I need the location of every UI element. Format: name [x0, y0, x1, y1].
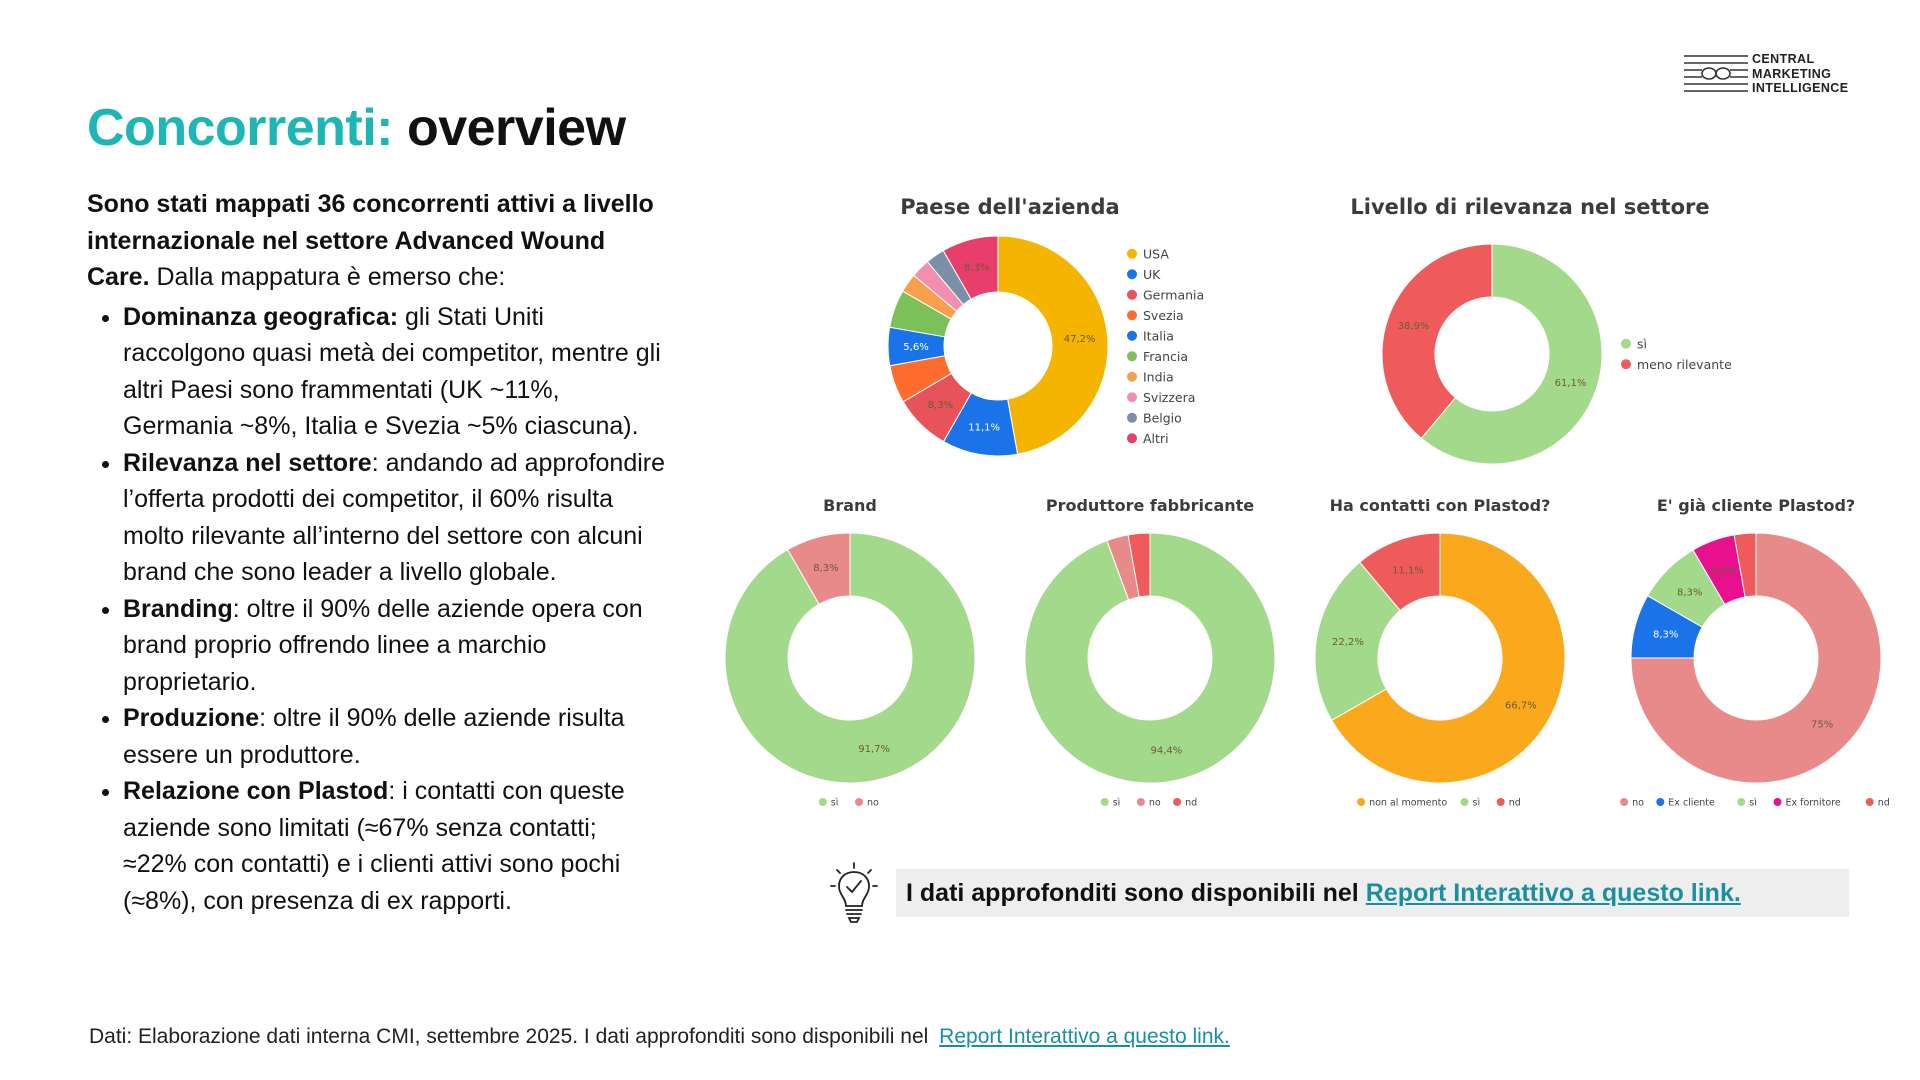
chart-produttore-fabbricante — [1020, 488, 1280, 808]
legend-marker — [1620, 798, 1628, 806]
footer-source — [89, 1025, 1230, 1049]
legend-marker — [1461, 798, 1469, 806]
footer-report-link[interactable]: Report Interattivo a questo link. — [939, 1025, 1230, 1048]
legend-marker — [855, 798, 863, 806]
logo-line-1: CENTRAL — [1752, 52, 1815, 66]
legend-label: Ex fornitore — [1785, 797, 1841, 809]
intro-bold: Sono stati mappati 36 concorrenti attivi a livello internazionale nel settore Advanced Wound Care. — [87, 190, 654, 291]
legend-label: sì — [1472, 797, 1481, 809]
legend-marker — [1127, 413, 1137, 423]
legend-marker — [1866, 798, 1874, 806]
chart-title: Ha contatti con Plastod? — [1329, 496, 1551, 515]
legend-label: India — [1143, 369, 1174, 385]
logo-line-2: MARKETING — [1752, 66, 1832, 81]
finding-branding — [123, 591, 667, 701]
finding-produzione — [123, 700, 667, 773]
page-title — [87, 98, 626, 158]
finding-title: Relazione con Plastod — [123, 777, 389, 805]
legend-marker — [1101, 798, 1109, 806]
finding-title: Branding — [123, 594, 233, 623]
legend-marker — [1127, 392, 1137, 402]
callout-text: I dati approfonditi sono disponibili nel — [906, 878, 1359, 907]
data-label: 61,1% — [1554, 378, 1587, 390]
chart-title: E' già cliente Plastod? — [1656, 496, 1856, 515]
legend-label: no — [1632, 797, 1644, 809]
title-accent: Concorrenti: — [87, 99, 393, 157]
chart-rilevanza-settore — [1300, 186, 1760, 466]
data-label: 5,6% — [1711, 565, 1737, 577]
data-label: 66,7% — [1505, 700, 1537, 712]
findings-list — [87, 299, 667, 920]
callout-box — [896, 869, 1849, 917]
data-label: 8,3% — [927, 399, 954, 411]
logo-line-3: INTELLIGENCE — [1752, 81, 1849, 95]
legend-label: Svizzera — [1143, 389, 1196, 405]
legend-label: Ex cliente — [1668, 797, 1715, 809]
legend-label: Germania — [1143, 287, 1205, 303]
legend-marker — [1127, 433, 1137, 443]
legend-marker — [1774, 798, 1782, 806]
data-label: 91,7% — [858, 743, 890, 755]
legend-label: sì — [830, 797, 839, 809]
legend-label: non al momento — [1369, 797, 1448, 809]
data-label: 5,6% — [903, 341, 929, 353]
legend-marker — [1127, 249, 1137, 259]
finding-rilevanza — [123, 445, 667, 591]
report-link[interactable]: Report Interattivo a questo link. — [1365, 878, 1741, 907]
chart-paese-azienda — [880, 186, 1240, 466]
finding-title: Produzione — [123, 704, 260, 732]
data-label: 8,3% — [1652, 629, 1679, 641]
data-label: 8,3% — [813, 563, 839, 575]
legend-label: Italia — [1143, 328, 1174, 344]
legend-label: meno rilevante — [1637, 356, 1732, 372]
legend-marker — [1357, 798, 1365, 806]
finding-text: : oltre il 90% delle aziende opera con brand proprio offrendo linee a marchio proprietario. — [123, 594, 643, 696]
data-label: 11,1% — [968, 422, 1001, 434]
logo — [1684, 52, 1848, 96]
summary-text — [87, 186, 667, 919]
finding-text: : andando ad approfondire l’offerta prodotti dei competitor, il 60% risulta molto rilevante all’interno del settore con alcuni brand che sono leader a livello globale. — [123, 448, 666, 586]
legend-marker — [1127, 372, 1137, 382]
data-label: 8,3% — [1676, 587, 1703, 599]
logo-mark-icon — [1684, 53, 1748, 95]
report-callout — [828, 862, 1849, 924]
legend-marker — [1621, 359, 1631, 369]
finding-relazione — [123, 773, 667, 919]
data-label: 8,3% — [964, 262, 990, 274]
intro-paragraph — [87, 186, 667, 296]
legend-label: sì — [1112, 797, 1121, 809]
legend-label: Altri — [1143, 430, 1169, 446]
chart-contatti-plastod — [1310, 488, 1570, 808]
legend-marker — [819, 798, 827, 806]
legend-marker — [1737, 798, 1745, 806]
legend-marker — [1127, 331, 1137, 341]
legend-marker — [1127, 351, 1137, 361]
legend-label: sì — [1749, 797, 1757, 809]
legend-label: no — [867, 797, 879, 809]
finding-text: gli Stati Uniti raccolgono quasi metà dei competitor, mentre gli altri Paesi sono frammentati (UK ~11%, Germania ~8%, Italia e Svezia ~5% ciascuna). — [123, 302, 661, 440]
legend-marker — [1173, 798, 1181, 806]
data-label: 22,2% — [1332, 637, 1364, 649]
legend-label: UK — [1143, 266, 1161, 282]
finding-text: : oltre il 90% delle aziende risulta essere un produttore. — [123, 704, 625, 769]
legend-label: Svezia — [1143, 307, 1184, 323]
chart-title: Brand — [823, 496, 877, 515]
legend-label: nd — [1508, 797, 1521, 809]
legend-label: USA — [1143, 246, 1169, 262]
legend-label: sì — [1637, 336, 1647, 352]
legend-label: Francia — [1143, 348, 1189, 364]
chart-cliente-plastod — [1626, 488, 1890, 809]
legend-marker — [1127, 269, 1137, 279]
finding-geografica — [123, 299, 667, 445]
legend-label: Belgio — [1143, 410, 1182, 426]
chart-title: Paese dell'azienda — [900, 195, 1120, 219]
legend-label: nd — [1185, 797, 1198, 809]
legend-marker — [1621, 339, 1631, 349]
chart-brand — [720, 488, 980, 808]
legend-marker — [1137, 798, 1145, 806]
lightbulb-icon — [828, 862, 880, 924]
chart-title: Livello di rilevanza nel settore — [1350, 195, 1710, 219]
data-label: 47,2% — [1063, 334, 1096, 346]
footer-text: Dati: Elaborazione dati interna CMI, settembre 2025. I dati approfonditi sono disponibili nel — [89, 1025, 929, 1048]
finding-text: : i contatti con queste aziende sono limitati (≈67% senza contatti; ≈22% con contatti) e i clienti attivi sono pochi (≈8%), con presenza di ex rapporti. — [123, 777, 625, 915]
finding-title: Dominanza geografica: — [123, 302, 399, 331]
chart-title: Produttore fabbricante — [1045, 496, 1255, 515]
data-label: 94,4% — [1150, 745, 1183, 757]
title-rest: overview — [406, 99, 626, 157]
data-label: 11,1% — [1392, 565, 1424, 577]
finding-title: Rilevanza nel settore — [123, 448, 372, 477]
data-label: 38,9% — [1397, 320, 1430, 332]
logo-text — [1752, 52, 1848, 96]
legend-marker — [1497, 798, 1505, 806]
legend-marker — [1656, 798, 1664, 806]
legend-label: nd — [1877, 797, 1890, 809]
intro-normal: Dalla mappatura è emerso che: — [156, 263, 506, 291]
legend-marker — [1127, 290, 1137, 300]
data-label: 75% — [1810, 719, 1834, 731]
legend-label: no — [1148, 797, 1161, 809]
legend-marker — [1127, 310, 1137, 320]
